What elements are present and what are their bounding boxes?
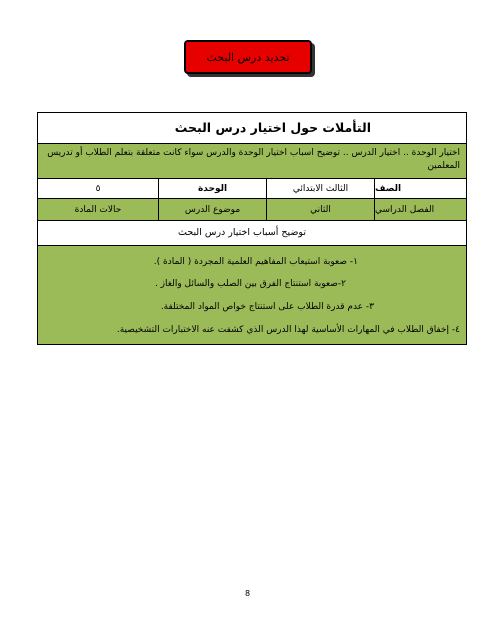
reasons-block (38, 246, 466, 344)
section-description: اختيار الوحدة .. اختيار الدرس .. توضيح اسباب اختيار الوحدة والدرس سواء كانت متعلقة بتعلم الطلاب أو تدريس المعلمين (47, 148, 460, 171)
semester-label: الفصل الدراسي (374, 199, 466, 220)
grade-label: الصف (374, 179, 466, 198)
semester-value: الثاني (266, 199, 374, 220)
info-row-semester (38, 199, 466, 221)
section-heading-row (38, 113, 466, 144)
section-heading: التأملات حول اختيار درس البحث (174, 120, 371, 135)
page-title-box (184, 40, 312, 74)
lesson-topic-label: موضوع الدرس (158, 199, 266, 220)
unit-label: الوحدة (158, 179, 266, 198)
reason-item: ٣- عدم قدرة الطلاب على استنتاج خواص المواد المختلفة. (160, 302, 374, 312)
reflection-table (37, 112, 467, 345)
unit-value: ٥ (95, 183, 101, 194)
reason-item: ٤- إخفاق الطلاب في المهارات الأساسية لهذا الدرس الذي كشفت عنه الاختبارات التشخيصية. (116, 325, 460, 335)
lesson-topic-value: حالات المادة (74, 204, 122, 215)
reasons-heading-row (38, 221, 466, 246)
page-title: تحديد درس البحث (206, 50, 290, 64)
reason-item: ٢-صعوبة استنتاج الفرق بين الصلب والسائل والغاز . (154, 279, 346, 289)
description-row (38, 144, 466, 179)
reason-item: ١- صعوبة استيعاب المفاهيم العلمية المجردة ( المادة ). (153, 257, 358, 267)
page-number: 8 (245, 589, 251, 598)
grade-value: الثالث الابتدائي (266, 179, 374, 198)
reasons-heading: توضيح أسباب اختيار درس البحث (177, 227, 306, 238)
info-row-grade (38, 179, 466, 199)
